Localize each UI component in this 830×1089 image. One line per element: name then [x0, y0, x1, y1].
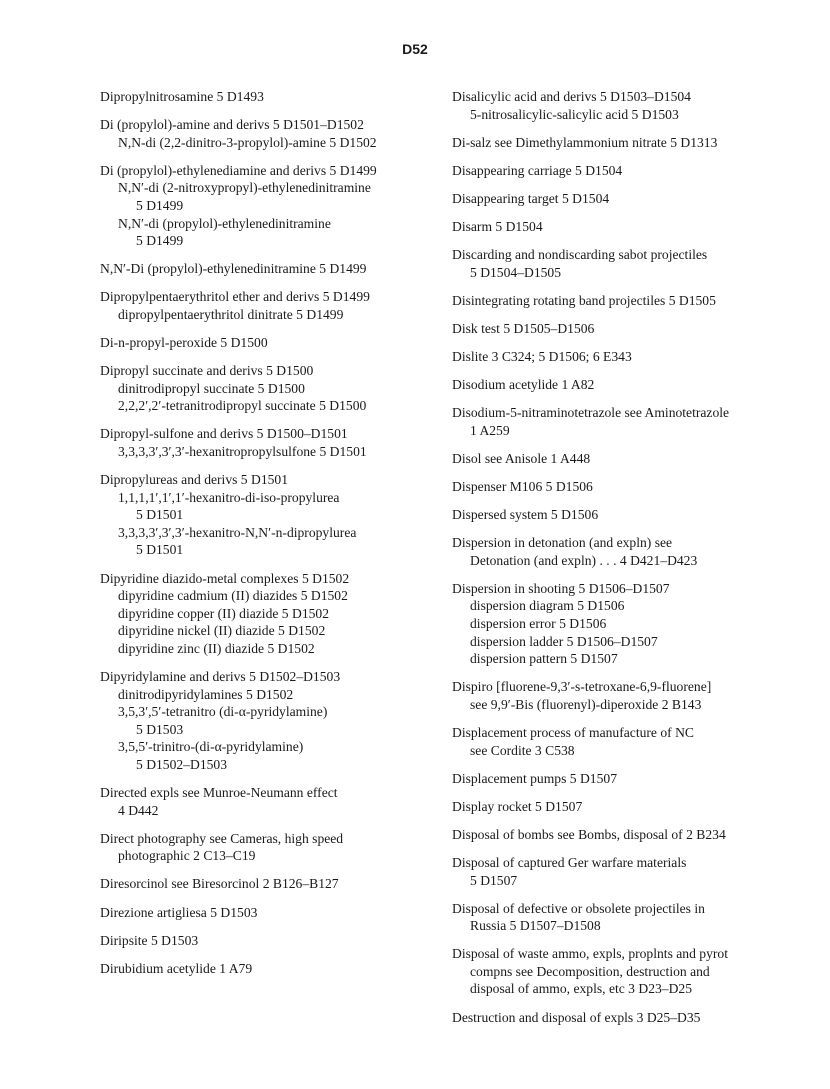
index-heading: Disintegrating rotating band projectiles 5 D1505 — [452, 292, 716, 308]
index-entry — [100, 904, 430, 922]
index-heading: Dispersed system 5 D1506 — [452, 507, 599, 522]
index-heading: Destruction and disposal of expls 3 D25–D35 — [452, 1009, 701, 1025]
index-entry — [100, 162, 430, 250]
index-heading: Disposal of bombs see Bombs, disposal of 2 B234 — [452, 826, 726, 842]
index-entry — [452, 190, 782, 208]
index-subentry: 4 D442 — [118, 802, 159, 818]
index-subentry: compns see Decomposition, destruction and — [470, 963, 710, 979]
index-subentry: 3,5,3′,5′-tetranitro (di-α-pyridylamine) — [118, 704, 328, 720]
index-entry — [452, 88, 782, 123]
index-entry — [452, 900, 782, 935]
index-subentry: 5 D1504–D1505 — [470, 264, 562, 280]
index-subentry: 5 D1502–D1503 — [136, 757, 228, 772]
index-heading: Dispiro [fluorene-9,3′-s-tetroxane-6,9-fluorene] — [452, 679, 712, 695]
index-entry — [100, 784, 430, 819]
index-subentry: 5 D1503 — [136, 721, 184, 737]
index-heading: Di (propylol)-ethylenediamine and derivs 5 D1499 — [100, 162, 377, 178]
index-subentry: 5 D1501 — [136, 542, 184, 558]
index-entry — [100, 875, 430, 893]
index-heading: Di-n-propyl-peroxide 5 D1500 — [100, 335, 268, 351]
index-heading: Displacement process of manufacture of NC — [452, 724, 694, 740]
index-entry — [452, 724, 782, 759]
index-subentry: 3,5,5′-trinitro-(di-α-pyridylamine) — [118, 739, 304, 755]
index-entry — [452, 162, 782, 180]
index-heading: Disappearing target 5 D1504 — [452, 190, 610, 206]
index-subentry: dipropylpentaerythritol dinitrate 5 D1499 — [118, 306, 344, 322]
index-heading: Direct photography see Cameras, high speed — [100, 830, 344, 846]
index-entry — [452, 798, 782, 816]
index-entry — [100, 932, 430, 950]
index-subentry: 5 D1507 — [470, 872, 518, 888]
index-entry — [452, 320, 782, 338]
index-heading: Diripsite 5 D1503 — [100, 932, 199, 948]
index-entry — [100, 116, 430, 151]
index-subentry: photographic 2 C13–C19 — [118, 848, 256, 864]
index-subentry: disposal of ammo, expls, etc 3 D23–D25 — [470, 981, 693, 997]
index-entry — [100, 260, 430, 278]
page-number: D52 — [402, 41, 428, 57]
index-heading: Displacement pumps 5 D1507 — [452, 770, 617, 786]
index-heading: Dipropyl succinate and derivs 5 D1500 — [100, 363, 314, 379]
index-heading: Dispersion in detonation (and expln) see — [452, 535, 673, 551]
index-heading: Dipyridine diazido-metal complexes 5 D1502 — [100, 570, 350, 586]
index-heading: Disarm 5 D1504 — [452, 218, 543, 234]
index-subentry: dispersion pattern 5 D1507 — [470, 651, 618, 667]
index-heading: Di-salz see Dimethylammonium nitrate 5 D1313 — [452, 134, 718, 150]
index-subentry: 5 D1499 — [136, 233, 184, 249]
index-subentry: 3,3,3,3′,3′,3′-hexanitropropylsulfone 5 D1501 — [118, 444, 367, 459]
index-subentry: dipyridine copper (II) diazide 5 D1502 — [118, 605, 330, 621]
index-column-left — [100, 88, 430, 988]
index-heading: Discarding and nondiscarding sabot projectiles — [452, 247, 708, 263]
index-heading: Directed expls see Munroe-Neumann effect — [100, 785, 338, 801]
index-subentry: dispersion ladder 5 D1506–D1507 — [470, 633, 658, 649]
index-heading: Disappearing carriage 5 D1504 — [452, 162, 623, 178]
index-heading: Dipropylnitrosamine 5 D1493 — [100, 89, 264, 104]
index-entry — [452, 770, 782, 788]
index-entry — [100, 471, 430, 559]
index-entry — [100, 425, 430, 460]
index-entry — [100, 88, 430, 106]
index-subentry: dispersion error 5 D1506 — [470, 615, 607, 631]
index-heading: Dislite 3 C324; 5 D1506; 6 E343 — [452, 348, 632, 364]
index-entry — [452, 854, 782, 889]
index-subentry: 5-nitrosalicylic-salicylic acid 5 D1503 — [470, 106, 679, 122]
index-subentry: see Cordite 3 C538 — [470, 742, 575, 758]
index-heading: Disposal of defective or obsolete projectiles in — [452, 900, 705, 916]
index-entry — [100, 570, 430, 658]
index-heading: N,N′-Di (propylol)-ethylenedinitramine 5 D1499 — [100, 261, 367, 277]
index-heading: Disposal of waste ammo, expls, proplnts and pyrot — [452, 946, 728, 962]
index-heading: Dipropylureas and derivs 5 D1501 — [100, 472, 289, 488]
index-column-right — [452, 88, 782, 1037]
index-heading: Disodium acetylide 1 A82 — [452, 377, 595, 393]
index-subentry: see 9,9′-Bis (fluorenyl)-diperoxide 2 B143 — [470, 696, 702, 712]
index-entry — [452, 246, 782, 281]
index-entry — [100, 960, 430, 978]
index-heading: Display rocket 5 D1507 — [452, 798, 583, 814]
index-subentry: dinitrodipyridylamines 5 D1502 — [118, 686, 294, 702]
index-subentry: N,N′-di (propylol)-ethylenedinitramine — [118, 215, 331, 231]
index-subentry: Detonation (and expln) . . . 4 D421–D423 — [470, 552, 698, 568]
index-entry — [100, 288, 430, 323]
index-heading: Dipropyl-sulfone and derivs 5 D1500–D1501 — [100, 426, 348, 442]
index-entry — [100, 362, 430, 415]
index-entry — [452, 534, 782, 569]
index-heading: Dipropylpentaerythritol ether and derivs 5 D1499 — [100, 289, 370, 305]
index-heading: Dispersion in shooting 5 D1506–D1507 — [452, 580, 670, 596]
index-entry — [452, 218, 782, 236]
index-subentry: 5 D1499 — [136, 197, 184, 213]
index-entry — [452, 945, 782, 998]
index-entry — [452, 1009, 782, 1027]
index-entry — [100, 830, 430, 865]
index-heading: Disol see Anisole 1 A448 — [452, 450, 591, 466]
index-entry — [452, 826, 782, 844]
index-entry — [452, 134, 782, 152]
index-heading: Dipyridylamine and derivs 5 D1502–D1503 — [100, 669, 341, 685]
index-subentry: dispersion diagram 5 D1506 — [470, 598, 625, 614]
index-entry — [452, 376, 782, 394]
index-heading: Disalicylic acid and derivs 5 D1503–D1504 — [452, 89, 691, 104]
index-heading: Diresorcinol see Biresorcinol 2 B126–B127 — [100, 876, 339, 892]
index-heading: Dirubidium acetylide 1 A79 — [100, 960, 253, 976]
index-subentry: 2,2,2′,2′-tetranitrodipropyl succinate 5 D1500 — [118, 398, 367, 414]
index-subentry: 1 A259 — [470, 422, 510, 438]
index-heading: Di (propylol)-amine and derivs 5 D1501–D1502 — [100, 117, 364, 133]
index-entry — [100, 334, 430, 352]
index-subentry: dipyridine nickel (II) diazide 5 D1502 — [118, 623, 326, 639]
index-entry — [100, 668, 430, 774]
index-subentry: 5 D1501 — [136, 507, 184, 523]
index-heading: Disk test 5 D1505–D1506 — [452, 320, 595, 336]
index-heading: Disodium-5-nitraminotetrazole see Aminotetrazole — [452, 405, 730, 421]
index-entry — [452, 478, 782, 496]
index-subentry: 3,3,3,3′,3′,3′-hexanitro-N,N′-n-dipropylurea — [118, 524, 357, 540]
index-entry — [452, 348, 782, 366]
index-entry — [452, 450, 782, 468]
index-subentry: N,N′-di (2-nitroxypropyl)-ethylenedinitramine — [118, 180, 371, 196]
index-subentry: N,N-di (2,2-dinitro-3-propylol)-amine 5 D1502 — [118, 134, 377, 150]
index-entry — [452, 678, 782, 713]
index-entry — [452, 292, 782, 310]
index-entry — [452, 580, 782, 668]
index-subentry: dipyridine cadmium (II) diazides 5 D1502 — [118, 588, 348, 604]
index-heading: Disposal of captured Ger warfare materials — [452, 854, 687, 870]
index-subentry: Russia 5 D1507–D1508 — [470, 918, 601, 934]
index-entry — [452, 404, 782, 439]
index-heading: Direzione artigliesa 5 D1503 — [100, 904, 258, 920]
index-subentry: 1,1,1,1′,1′,1′-hexanitro-di-iso-propylurea — [118, 489, 340, 505]
index-heading: Dispenser M106 5 D1506 — [452, 478, 593, 494]
index-entry — [452, 506, 782, 524]
index-subentry: dinitrodipropyl succinate 5 D1500 — [118, 380, 305, 396]
index-subentry: dipyridine zinc (II) diazide 5 D1502 — [118, 640, 315, 656]
